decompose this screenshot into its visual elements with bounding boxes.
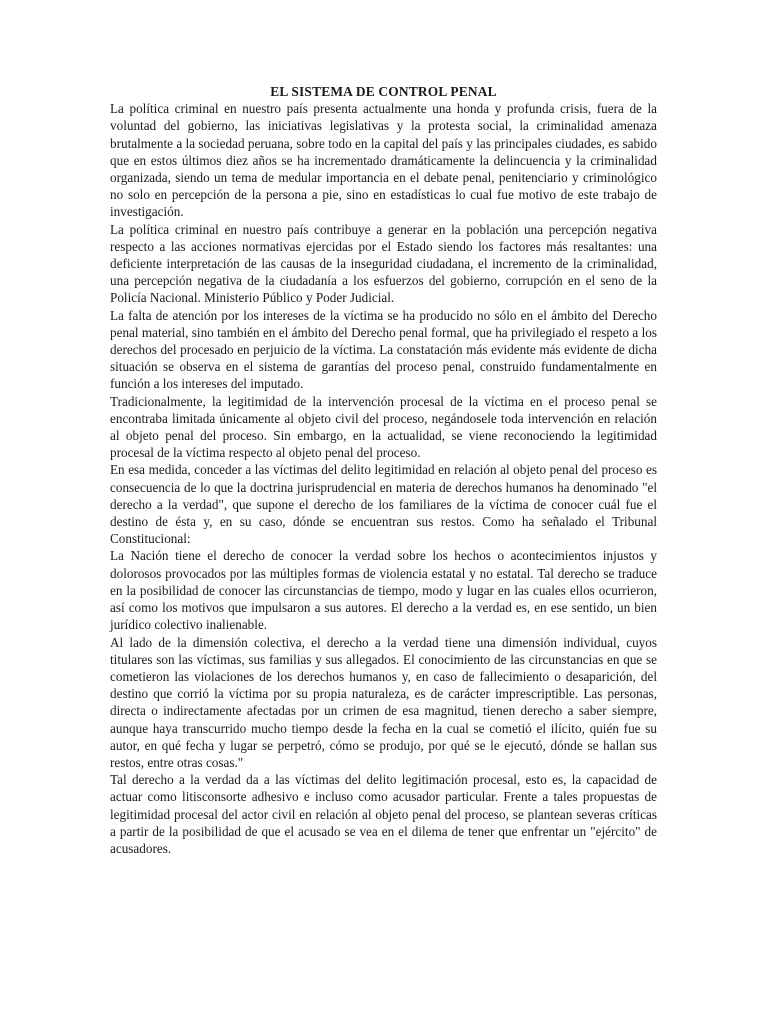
paragraph-3: La falta de atención por los intereses de la víctima se ha producido no sólo en el ámbito del Derecho penal material, sino también en el ámbito del Derecho penal formal, que ha privilegiado el respeto a los derechos del procesado en perjuicio de la víctima. La constatación más evidente más evidente de dicha situación se observa en el sistema de garantías del proceso penal, construido fundamentalmente en función a los intereses del imputado.: [110, 307, 657, 392]
paragraph-4: Tradicionalmente, la legitimidad de la intervención procesal de la víctima en el proceso penal se encontraba limitada únicamente al objeto civil del proceso, negándosele toda intervención en relación al objeto penal del proceso. Sin embargo, en la actualidad, se viene reconociendo la legitimidad procesal de la víctima respecto al objeto penal del proceso.: [110, 393, 657, 461]
document-body: [110, 83, 657, 857]
paragraph-2: La política criminal en nuestro país contribuye a generar en la población una percepción negativa respecto a las acciones normativas ejercidas por el Estado siendo los factores más resaltantes: una deficiente interpretación de las causas de la inseguridad ciudadana, el incremento de la criminalidad, una percepción negativa de la ciudadanía a los esfuerzos del gobierno, corrupción en el seno de la Policía Nacional. Ministerio Público y Poder Judicial.: [110, 221, 657, 306]
document-title: EL SISTEMA DE CONTROL PENAL: [270, 84, 497, 99]
paragraph-8: Tal derecho a la verdad da a las víctimas del delito legitimación procesal, esto es, la capacidad de actuar como litisconsorte adhesivo e incluso como acusador particular. Frente a tales propuestas de legitimidad procesal del actor civil en relación al objeto penal del proceso, se plantean severas críticas a partir de la posibilidad de que el acusado se vea en el dilema de tener que enfrentar un "ejército" de acusadores.: [110, 772, 657, 856]
paragraph-7: Al lado de la dimensión colectiva, el derecho a la verdad tiene una dimensión individual, cuyos titulares son las víctimas, sus familias y sus allegados. El conocimiento de las circunstancias en que se cometieron las violaciones de los derechos humanos y, en caso de fallecimiento o desaparición, del destino que corrió la víctima por su propia naturaleza, es de carácter imprescriptible. Las personas, directa o indirectamente afectadas por un crimen de esa magnitud, tienen derecho a saber siempre, aunque haya transcurrido mucho tiempo desde la fecha en la cual se cometió el ilícito, quién fue su autor, en qué fecha y lugar se perpetró, cómo se produjo, por qué se le ejecutó, dónde se hallan sus restos, entre otras cosas.": [110, 634, 657, 770]
paragraph-5: En esa medida, conceder a las víctimas del delito legitimidad en relación al objeto penal del proceso es consecuencia de lo que la doctrina jurisprudencial en materia de derechos humanos ha denominado "el derecho a la verdad", que supone el derecho de los familiares de la víctima de conocer cuál fue el destino de ésta y, en su caso, dónde se encuentran sus restos. Como ha señalado el Tribunal Constitucional:: [110, 462, 657, 547]
paragraph-6: La Nación tiene el derecho de conocer la verdad sobre los hechos o acontecimientos injustos y dolorosos provocados por las múltiples formas de violencia estatal y no estatal. Tal derecho se traduce en la posibilidad de conocer las circunstancias de tiempo, modo y lugar en las cuales ellos ocurrieron, así como los motivos que impulsaron a sus autores. El derecho a la verdad es, en ese sentido, un bien jurídico colectivo inalienable.: [110, 548, 657, 633]
paragraph-1: La política criminal en nuestro país presenta actualmente una honda y profunda crisis, fuera de la voluntad del gobierno, las iniciativas legislativas y la protesta social, la criminalidad amenaza brutalmente a la sociedad peruana, sobre todo en la capital del país y las principales ciudades, es sabido que en estos últimos diez años se ha incrementado dramáticamente la delincuencia y la criminalidad organizada, siendo un tema de medular importancia en el debate penal, penitenciario y criminológico no solo en percepción de la persona a pie, sino en estadísticas lo cual fue motivo de este trabajo de investigación.: [110, 101, 657, 220]
